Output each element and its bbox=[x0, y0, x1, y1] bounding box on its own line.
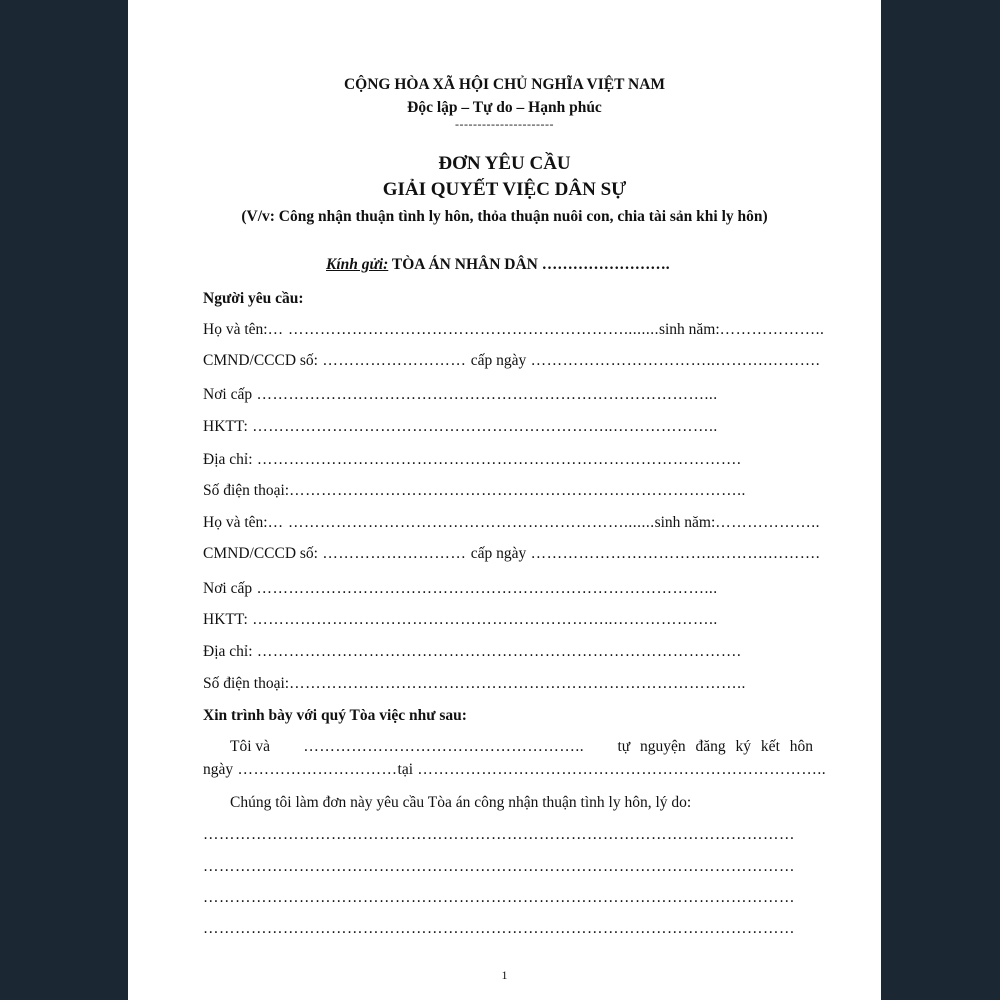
person1-hktt-label: HKTT: bbox=[203, 418, 248, 435]
person1-id-row bbox=[203, 352, 821, 370]
person2-id-label: CMND/CCCD số: bbox=[203, 545, 318, 562]
person1-address-label: Địa chỉ: bbox=[203, 451, 253, 468]
marriage-place-dots: ………………………………………………………………….. bbox=[413, 761, 827, 778]
person1-issue-date-label: cấp ngày bbox=[470, 352, 527, 369]
body-heading: Xin trình bày với quý Tòa việc như sau: bbox=[203, 707, 467, 724]
person2-issue-place-label: Nơi cấp bbox=[203, 580, 253, 597]
title-subject: (V/v: Công nhận thuận tình ly hôn, thỏa thuận nuôi con, chia tài sản khi ly hôn) bbox=[241, 208, 768, 225]
person1-name-row bbox=[203, 321, 825, 339]
person2-hktt-label: HKTT: bbox=[203, 611, 248, 628]
nation-heading: CỘNG HÒA XÃ HỘI CHỦ NGHĨA VIỆT NAM bbox=[343, 76, 666, 93]
person2-birth-dots: ……………….. bbox=[715, 514, 821, 531]
person2-id-row bbox=[203, 545, 821, 563]
motto: Độc lập – Tự do – Hạnh phúc bbox=[407, 99, 602, 116]
person1-birth-dots: ……………….. bbox=[719, 321, 825, 338]
document-page bbox=[128, 0, 881, 1000]
title-line-1: ĐƠN YÊU CẦU bbox=[438, 153, 571, 174]
person2-issue-date-label: cấp ngày bbox=[470, 545, 527, 562]
person2-issue-place-dots: …………………………………………………………………………... bbox=[252, 580, 718, 597]
header-rule: ---------------------- bbox=[455, 117, 554, 131]
person2-phone-row bbox=[203, 675, 813, 693]
person1-name-dots: … ………………………………………………………........ bbox=[267, 321, 659, 338]
person2-birth-label: sinh năm: bbox=[654, 514, 716, 531]
person2-hktt-row bbox=[203, 611, 813, 629]
person1-issue-place-dots: …………………………………………………………………………... bbox=[252, 386, 718, 403]
person2-name-row bbox=[203, 514, 821, 532]
person2-issue-date-dots: ……………………………..……….………. bbox=[526, 545, 821, 562]
person2-issue-place-row bbox=[203, 580, 813, 598]
person1-issue-place-row bbox=[203, 386, 813, 404]
person1-phone-row bbox=[203, 482, 813, 500]
marriage-place-label: tại bbox=[397, 761, 414, 778]
reason-line-1: ………………………………………………………………………………………………… bbox=[203, 826, 795, 843]
person2-address-label: Địa chỉ: bbox=[203, 643, 253, 660]
marriage-partner-dots: …………………………………………….. bbox=[303, 738, 585, 755]
person1-id-label: CMND/CCCD số: bbox=[203, 352, 318, 369]
marriage-paragraph-line1 bbox=[230, 738, 813, 756]
person1-birth-label: sinh năm: bbox=[658, 321, 720, 338]
person1-phone-dots: ………………………………………………………………………….. bbox=[289, 482, 746, 499]
page-number: 1 bbox=[501, 968, 508, 982]
person1-issue-place-label: Nơi cấp bbox=[203, 386, 253, 403]
person1-phone-label: Số điện thoại: bbox=[203, 482, 290, 499]
person1-address-dots: ………………………………………………………………………………. bbox=[252, 451, 742, 468]
marriage-end: tự nguyện đăng ký kết hôn bbox=[617, 738, 813, 755]
person2-id-dots: ……………………… bbox=[318, 545, 471, 562]
divorce-request-paragraph: Chúng tôi làm đơn này yêu cầu Tòa án công nhận thuận tình ly hôn, lý do: bbox=[230, 794, 692, 811]
person1-name-label: Họ và tên: bbox=[203, 321, 268, 338]
marriage-date-dots: ………………………… bbox=[233, 761, 398, 778]
reason-line-4: ………………………………………………………………………………………………… bbox=[203, 920, 795, 937]
addressee-court: TÒA ÁN NHÂN DÂN ……………………. bbox=[391, 256, 670, 273]
marriage-paragraph-line2 bbox=[203, 761, 827, 779]
title-line-2: GIẢI QUYẾT VIỆC DÂN SỰ bbox=[382, 179, 627, 200]
person2-address-row bbox=[203, 643, 813, 661]
person1-hktt-row bbox=[203, 418, 813, 436]
person2-name-dots: … ………………………………………………………....... bbox=[267, 514, 655, 531]
reason-line-2: ………………………………………………………………………………………………… bbox=[203, 858, 795, 875]
person1-id-dots: ……………………… bbox=[318, 352, 471, 369]
person1-hktt-dots: …………………………………………………………..……………….. bbox=[247, 418, 718, 435]
person2-hktt-dots: …………………………………………………………..……………….. bbox=[247, 611, 718, 628]
addressee bbox=[326, 256, 746, 274]
person2-address-dots: ………………………………………………………………………………. bbox=[252, 643, 742, 660]
marriage-start: Tôi và bbox=[230, 738, 271, 755]
person2-phone-dots: ………………………………………………………………………….. bbox=[289, 675, 746, 692]
person1-issue-date-dots: ……………………………..……….………. bbox=[526, 352, 821, 369]
person1-address-row bbox=[203, 451, 813, 469]
person2-name-label: Họ và tên: bbox=[203, 514, 268, 531]
person2-phone-label: Số điện thoại: bbox=[203, 675, 290, 692]
marriage-date-label: ngày bbox=[203, 761, 234, 778]
requester-heading: Người yêu cầu: bbox=[203, 290, 304, 307]
reason-line-3: ………………………………………………………………………………………………… bbox=[203, 889, 795, 906]
addressee-label: Kính gửi: bbox=[326, 256, 389, 273]
